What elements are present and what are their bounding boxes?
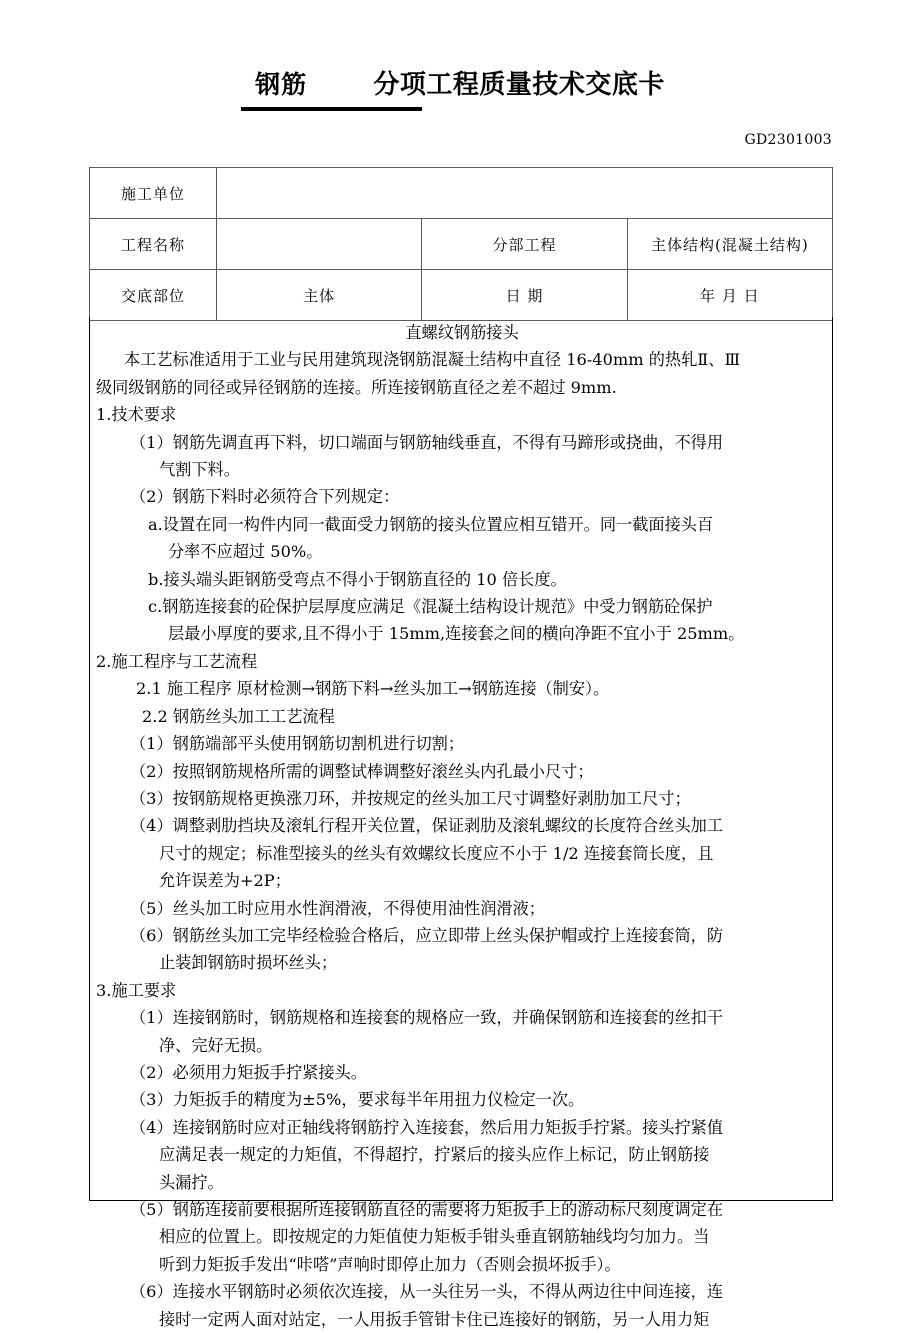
content-line: b.接头端头距钢筋受弯点不得小于钢筋直径的 10 倍长度。 — [148, 569, 567, 589]
content-heading: 直螺纹钢筋接头 — [405, 323, 519, 342]
content-line: 2.2 钢筋丝头加工工艺流程 — [142, 706, 335, 726]
content-line: （2）钢筋下料时必须符合下列规定： — [130, 487, 400, 507]
content-line: 2.1 施工程序 原材检测→钢筋下料→丝头加工→钢筋连接（制安）。 — [136, 679, 610, 699]
content-line: 允许误差为+2P； — [159, 871, 291, 891]
title-subject: 钢筋 — [255, 70, 308, 99]
content-line: 本工艺标准适用于工业与民用建筑现浇钢筋混凝土结构中直径 16-40mm 的热轧Ⅱ、Ⅲ — [124, 350, 741, 370]
content-line: 头漏拧。 — [159, 1172, 224, 1192]
document-code: GD2301003 — [744, 132, 832, 148]
value-project-name[interactable] — [217, 219, 422, 270]
content-line: （3）力矩扳手的精度为±5%，要求每半年用扭力仪检定一次。 — [130, 1090, 585, 1110]
content-line: （1）钢筋端部平头使用钢筋切割机进行切割； — [130, 734, 465, 754]
content-line: 2.施工程序与工艺流程 — [96, 651, 258, 671]
content-line: 级同级钢筋的同径或异径钢筋的连接。所连接钢筋直径之差不超过 9mm. — [96, 377, 617, 397]
content-line: 气割下料。 — [159, 460, 240, 480]
content-line: （2）按照钢筋规格所需的调整试棒调整好滚丝头内孔最小尺寸； — [130, 761, 594, 781]
table-row-construction-unit — [90, 168, 833, 219]
content-line: （3）按钢筋规格更换涨刀环，并按规定的丝头加工尺寸调整好剥肋加工尺寸； — [130, 788, 691, 808]
label-sub-project: 分部工程 — [422, 219, 627, 270]
table-row-project-name — [90, 219, 833, 270]
header-table — [89, 167, 833, 321]
content-line: 尺寸的规定；标准型接头的丝头有效螺纹长度应不小于 1/2 连接套筒长度，且 — [159, 843, 714, 863]
content-line: 3.施工要求 — [96, 980, 177, 1000]
content-line: （4）调整剥肋挡块及滚轧行程开关位置，保证剥肋及滚轧螺纹的长度符合丝头加工 — [130, 816, 724, 836]
value-disclosure-part[interactable]: 主体 — [217, 270, 422, 321]
content-box — [89, 317, 833, 1329]
label-construction-unit: 施工单位 — [90, 168, 217, 219]
content-line: 止装卸钢筋时损坏丝头； — [159, 953, 338, 973]
content-line: c.钢筋连接套的砼保护层厚度应满足《混凝土结构设计规范》中受力钢筋砼保护 — [148, 597, 713, 617]
label-date: 日 期 — [422, 270, 627, 321]
label-project-name: 工程名称 — [90, 219, 217, 270]
value-construction-unit[interactable] — [217, 168, 833, 219]
content-line: （4）连接钢筋时应对正轴线将钢筋拧入连接套，然后用力矩扳手拧紧。接头拧紧值 — [130, 1117, 724, 1137]
title-main: 分项工程质量技术交底卡 — [373, 70, 665, 100]
content-line: （5）丝头加工时应用水性润滑液，不得使用油性润滑液； — [130, 898, 545, 918]
content-line: 听到力矩扳手发出“咔嗒”声响时即停止加力（否则会损坏扳手）。 — [159, 1254, 621, 1274]
content-line: 应满足表一规定的力矩值，不得超拧，拧紧后的接头应作上标记，防止钢筋接 — [159, 1145, 710, 1165]
label-disclosure-part: 交底部位 — [90, 270, 217, 321]
content-line: 分率不应超过 50%。 — [168, 542, 323, 562]
content-line: 层最小厚度的要求,且不得小于 15mm,连接套之间的横向净距不宜小于 25mm。 — [168, 624, 745, 644]
content-body — [96, 319, 828, 1333]
content-line: （5）钢筋连接前要根据所连接钢筋直径的需要将力矩扳手上的游动标尺刻度调定在 — [130, 1200, 724, 1219]
content-line: a.设置在同一构件内同一截面受力钢筋的接头位置应相互错开。同一截面接头百 — [148, 514, 714, 534]
value-sub-project: 主体结构(混凝土结构) — [627, 219, 832, 270]
content-line: 相应的位置上。即按规定的力矩值使力矩板手钳头垂直钢筋轴线均匀加力。当 — [159, 1227, 710, 1247]
content-lines — [96, 346, 828, 1333]
content-line: 净、完好无损。 — [159, 1035, 273, 1055]
content-line: （2）必须用力矩扳手拧紧接头。 — [130, 1062, 367, 1082]
content-line: 接时一定两人面对站定，一人用扳手管钳卡住已连接好的钢筋，另一人用力矩 — [159, 1309, 710, 1329]
page-title — [0, 64, 920, 101]
content-line: （6）连接水平钢筋时必须依次连接，从一头往另一头，不得从两边往中间连接，连 — [130, 1282, 724, 1302]
content-line: （6）钢筋丝头加工完毕经检验合格后，应立即带上丝头保护帽或拧上连接套筒，防 — [130, 925, 724, 945]
content-line: 1.技术要求 — [96, 405, 177, 425]
content-line: （1）钢筋先调直再下料，切口端面与钢筋轴线垂直，不得有马蹄形或挠曲，不得用 — [130, 432, 724, 452]
content-line: （1）连接钢筋时，钢筋规格和连接套的规格应一致，并确保钢筋和连接套的丝扣干 — [130, 1008, 724, 1028]
title-underline — [241, 107, 422, 111]
value-date[interactable]: 年 月 日 — [627, 270, 832, 321]
table-row-disclosure-part — [90, 270, 833, 321]
